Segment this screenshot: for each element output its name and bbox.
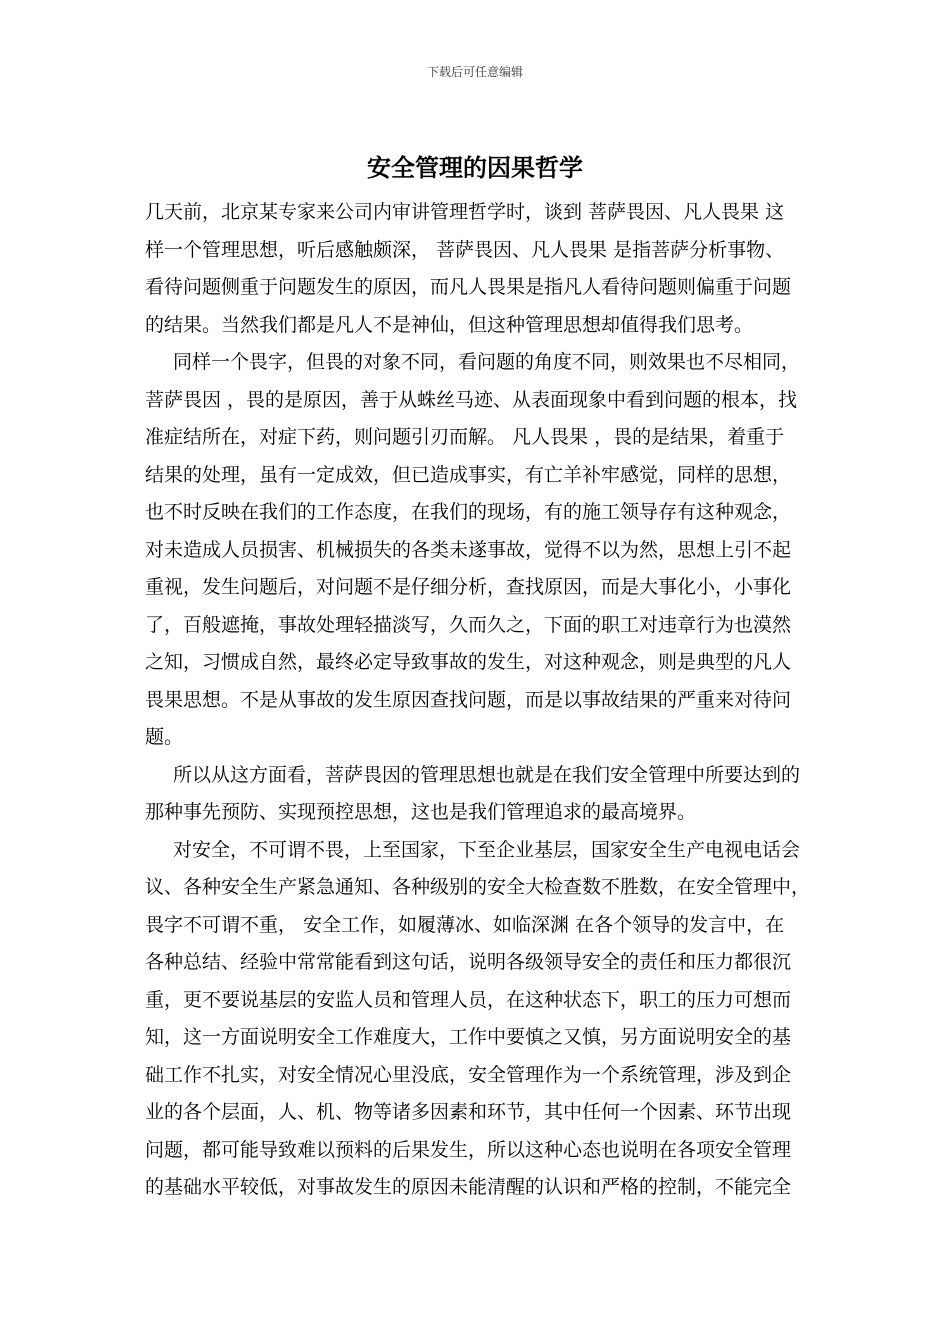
paragraph-line: 准症结所在，对症下药，则问题引刃而解。 凡人畏果 ，畏的是结果，着重于 bbox=[145, 426, 785, 448]
paragraph-line: 之知，习惯成自然，最终必定导致事故的发生，对这种观念，则是典型的凡人 bbox=[145, 651, 792, 673]
paragraph-line: 畏果思想。不是从事故的发生原因查找问题，而是以事故结果的严重来对待问 bbox=[145, 688, 792, 711]
paragraph-line: 几天前，北京某专家来公司内审讲管理哲学时，谈到 菩萨畏因、凡人畏果 这 bbox=[145, 201, 785, 223]
paragraph-line: 础工作不扎实，对安全情况心里没底，安全管理作为一个系统管理，涉及到企 bbox=[145, 1063, 792, 1086]
paragraph-4 bbox=[145, 832, 820, 1207]
paragraph-line: 也不时反映在我们的工作态度，在我们的现场，有的施工领导存有这种观念， bbox=[145, 501, 792, 523]
paragraph-line: 了，百般遮掩，事故处理轻描淡写，久而久之，下面的职工对违章行为也漠然 bbox=[145, 613, 792, 636]
paragraph-line: 对安全，不可谓不畏，上至国家，下至企业基层，国家安全生产电视电话会 bbox=[173, 838, 801, 861]
paragraph-line: 知，这一方面说明安全工作难度大，工作中要慎之又慎，另方面说明安全的基 bbox=[145, 1026, 792, 1048]
paragraph-line: 对未造成人员损害、机械损失的各类未遂事故，觉得不以为然，思想上引不起 bbox=[145, 538, 792, 561]
paragraph-line: 议、各种安全生产紧急通知、各种级别的安全大检查数不胜数，在安全管理中， bbox=[145, 876, 811, 898]
paragraph-2 bbox=[145, 344, 820, 757]
paragraph-line: 重视，发生问题后，对问题不是仔细分析，查找原因，而是大事化小，小事化 bbox=[145, 576, 792, 598]
paragraph-line: 所以从这方面看，菩萨畏因的管理思想也就是在我们安全管理中所要达到的 bbox=[173, 763, 801, 786]
document-title: 安全管理的因果哲学 bbox=[367, 153, 583, 182]
paragraph-line: 各种总结、经验中常常能看到这句话，说明各级领导安全的责任和压力都很沉 bbox=[145, 951, 792, 973]
paragraph-line: 的基础水平较低，对事故发生的原因未能清醒的认识和严格的控制，不能完全 bbox=[145, 1176, 792, 1198]
paragraph-line: 菩萨畏因 ，畏的是原因，善于从蛛丝马迹、从表面现象中看到问题的根本，找 bbox=[145, 388, 798, 411]
paragraph-line: 题。 bbox=[145, 726, 184, 748]
paragraph-line: 结果的处理，虽有一定成效，但已造成事实，有亡羊补牢感觉，同样的思想， bbox=[145, 463, 792, 486]
paragraph-line: 重，更不要说基层的安监人员和管理人员，在这种状态下，职工的压力可想而 bbox=[145, 988, 792, 1011]
paragraph-line: 看待问题侧重于问题发生的原因，而凡人畏果是指凡人看待问题则偏重于问题 bbox=[145, 276, 792, 298]
paragraph-line: 的结果。当然我们都是凡人不是神仙，但这种管理思想却值得我们思考。 bbox=[145, 313, 754, 336]
document-body bbox=[145, 194, 820, 1207]
header-note: 下载后可任意编辑 bbox=[426, 65, 523, 79]
paragraph-line: 问题，都可能导致难以预料的后果发生，所以这种心态也说明在各项安全管理 bbox=[145, 1138, 792, 1161]
paragraph-line: 畏字不可谓不重， 安全工作，如履薄冰、如临深渊 在各个领导的发言中，在 bbox=[145, 913, 785, 936]
paragraph-3 bbox=[145, 757, 820, 832]
paragraph-line: 业的各个层面，人、机、物等诸多因素和环节，其中任何一个因素、环节出现 bbox=[145, 1101, 792, 1123]
paragraph-line: 样一个管理思想，听后感触颇深， 菩萨畏因、凡人畏果 是指菩萨分析事物、 bbox=[145, 238, 785, 261]
paragraph-line: 同样一个畏字，但畏的对象不同，看问题的角度不同，则效果也不尽相同， bbox=[173, 351, 801, 373]
paragraph-1 bbox=[145, 194, 820, 344]
paragraph-line: 那种事先预防、实现预控思想，这也是我们管理追求的最高境界。 bbox=[145, 801, 697, 823]
